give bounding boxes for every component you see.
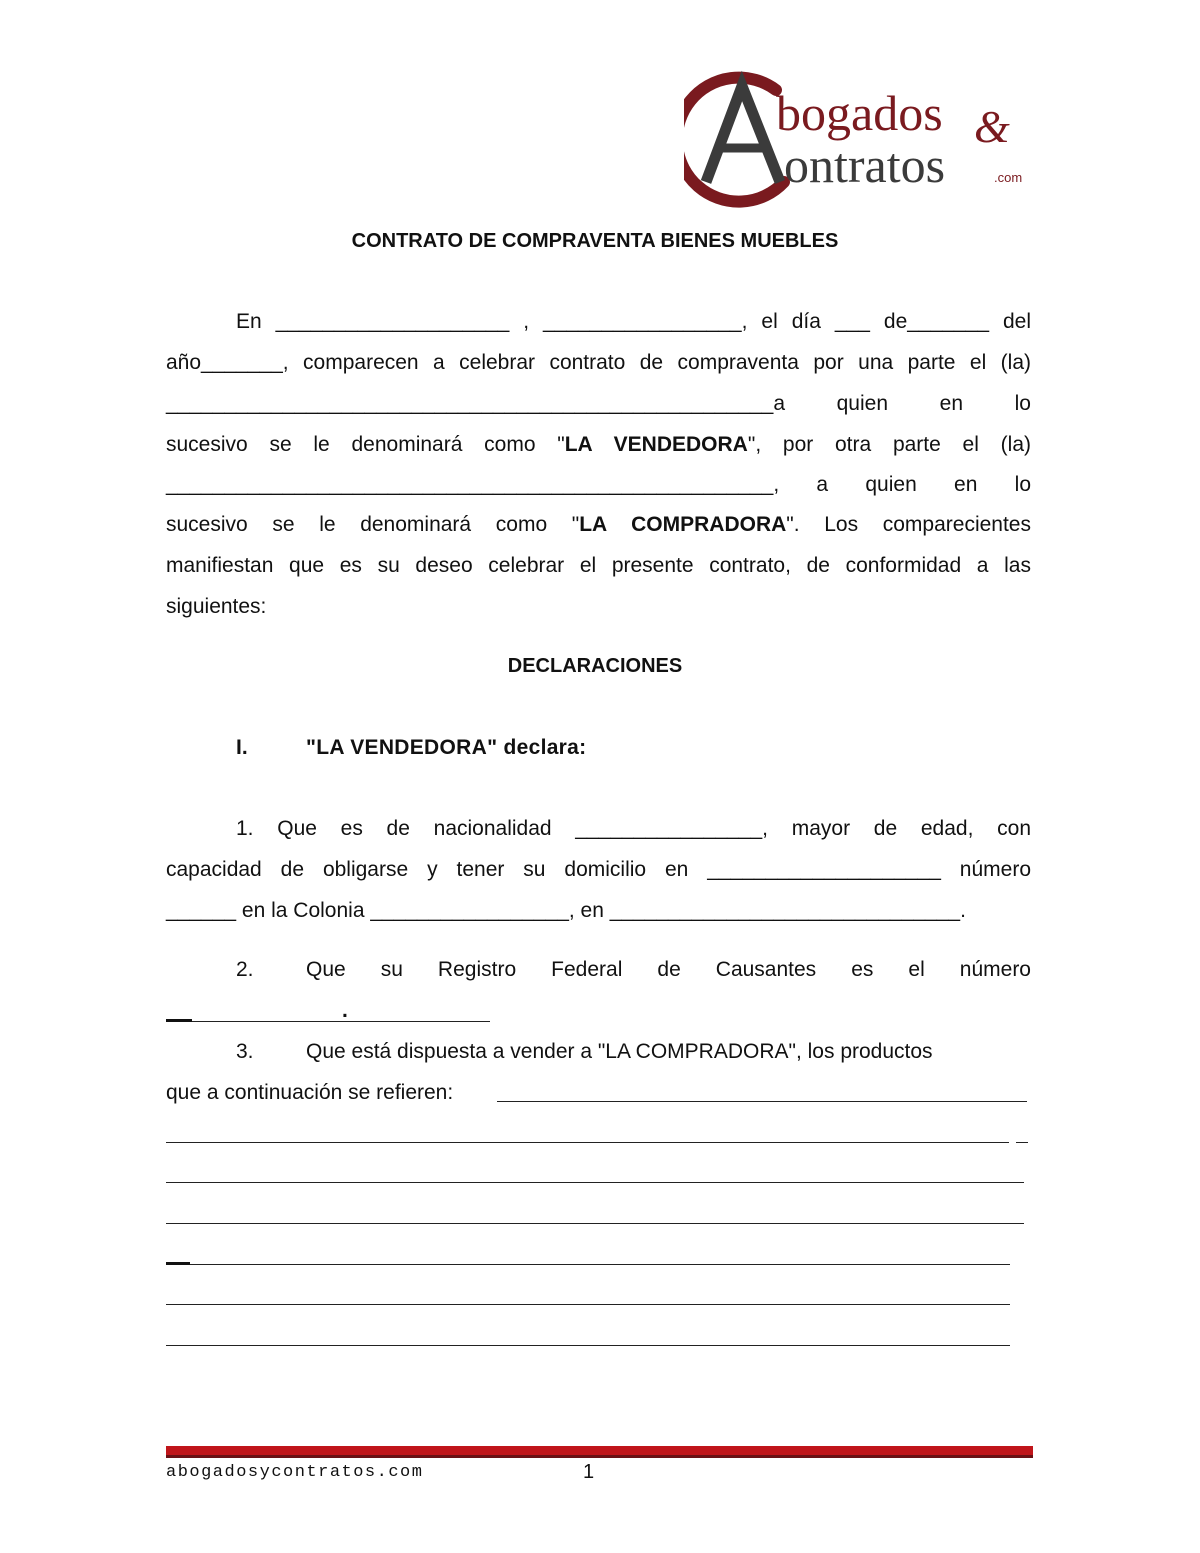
item-1-line-3: ______ en la Colonia _________________, en ______________________________. — [166, 899, 966, 922]
item-2-line-1: Que su Registro Federal de Causantes es el número — [306, 958, 1031, 981]
company-logo — [684, 70, 1044, 210]
page-number: 1 — [583, 1461, 595, 1483]
party-vendedora: LA VENDEDORA — [564, 433, 748, 456]
intro-line-4 — [166, 434, 1031, 455]
rfc-blank-mark — [166, 1019, 192, 1022]
intro-line-8: siguientes: — [166, 595, 267, 618]
item-1-line-1: 1. Que es de nacionalidad ________________, mayor de edad, con — [236, 817, 1031, 840]
intro-line-5-a: a — [816, 473, 829, 496]
products-blank-mark — [166, 1262, 190, 1265]
logo-ampersand: & — [974, 101, 1010, 152]
intro-line-1: En ____________________ , _________________, el día ___ de_______ del — [236, 310, 1031, 333]
logo-word-1: bogados — [776, 85, 943, 141]
item-3-number: 3. — [236, 1040, 254, 1063]
products-blank-line-5 — [166, 1304, 1010, 1305]
products-blank-line-1 — [166, 1142, 1009, 1143]
footer-rule-shadow — [166, 1455, 1033, 1458]
products-blank-line-3 — [166, 1223, 1024, 1224]
intro-line-3 — [166, 393, 1031, 414]
item-3-line-1: Que está dispuesta a vender a "LA COMPRADORA", los productos — [306, 1040, 933, 1063]
logo-graphic — [684, 70, 1044, 210]
footer-website: abogadosycontratos.com — [166, 1463, 424, 1482]
intro-line-3-en: en — [939, 392, 963, 415]
party-compradora: LA COMPRADORA — [579, 513, 787, 536]
item-1-line-2: capacidad de obligarse y tener su domicilio en ____________________ número — [166, 858, 1031, 881]
intro-line-2: año_______, comparecen a celebrar contrato de compraventa por una parte el (la) — [166, 351, 1031, 374]
intro-line-6-c: ". Los comparecientes — [786, 513, 1031, 536]
item-2-dot: . — [342, 999, 348, 1022]
logo-word-2: ontratos — [784, 137, 946, 193]
intro-line-4-c: ", por otra parte el (la) — [747, 433, 1031, 456]
logo-dotcom: .com — [994, 170, 1023, 185]
section-1-heading: "LA VENDEDORA" declara: — [306, 736, 587, 759]
intro-line-5-quien: quien — [865, 473, 917, 496]
intro-line-3-blank: ____________________________________________________a — [166, 392, 785, 415]
intro-line-6-a: sucesivo se le denominará como " — [166, 513, 580, 536]
item-2-number: 2. — [236, 958, 254, 981]
products-blank-line-0 — [497, 1101, 1027, 1102]
intro-line-3-quien: quien — [836, 392, 889, 415]
item-3-line-2: que a continuación se refieren: — [166, 1081, 454, 1104]
intro-line-6 — [166, 514, 1031, 535]
rfc-blank-line — [166, 1021, 490, 1022]
intro-line-5 — [166, 474, 1031, 495]
section-heading-declaraciones: DECLARACIONES — [507, 655, 683, 677]
intro-line-5-en: en — [954, 473, 978, 496]
intro-line-3-lo: lo — [1014, 392, 1031, 415]
products-blank-line-4 — [166, 1264, 1010, 1265]
products-blank-line-6 — [166, 1345, 1010, 1346]
intro-line-5-blank: ____________________________________________________, — [166, 473, 780, 496]
document-title: CONTRATO DE COMPRAVENTA BIENES MUEBLES — [351, 230, 839, 252]
products-blank-line-2 — [166, 1182, 1024, 1183]
products-blank-line-1-tail — [1016, 1142, 1028, 1143]
intro-line-4-a: sucesivo se le denominará como " — [166, 433, 565, 456]
intro-line-5-lo: lo — [1014, 473, 1032, 496]
section-1-number: I. — [236, 736, 248, 759]
intro-line-7: manifiestan que es su deseo celebrar el presente contrato, de conformidad a las — [166, 554, 1031, 577]
